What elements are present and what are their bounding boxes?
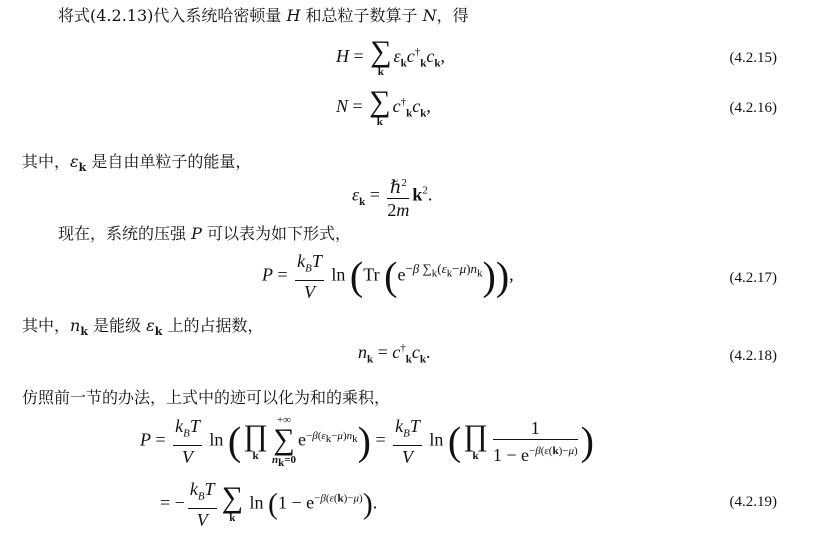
eq-number-15: (4.2.15)	[729, 50, 777, 66]
para-energy: 其中，$\varepsilon_k$ 是自由单粒子的能量，	[22, 152, 252, 175]
equation-hamiltonian: H = ∑ k $\varepsilon_kc^\dagger_kc_k$,	[336, 35, 446, 78]
para-trace: 仿照前一节的办法，上式中的迹可以化为和的乘积，	[22, 388, 391, 407]
equation-number-operator: N = ∑ k $c^\dagger_kc_k$,	[336, 85, 431, 128]
eq-number-16: (4.2.16)	[729, 100, 777, 116]
equation-pressure: P = $\frac{k_BT}{V}$ ln (Tr $(e^{-\beta \sum_k(\varepsilon_k-\mu)n_k})$),	[262, 251, 514, 302]
para-occupation: 其中，$n_k$ 是能级 $\varepsilon_k$ 上的占据数，	[22, 316, 264, 339]
equation-energy: $\varepsilon_k$ = $\frac{\hbar^2}{2m}$ $k^2$.	[352, 172, 432, 221]
equation-pressure-product: P = $\frac{k_BT}{V}$ ln ( ∏ k +∞ ∑ $n_k=0$ $e^{-\beta(\varepsilon_k-\mu)n_k}$) = $\frac{k_BT}{V}$ ln ( ∏ k $\frac{1}{1 - e^{-\beta(\varepsilon(k)-\mu)}}$ )	[140, 414, 594, 470]
equation-occupation: $n_k = c^\dagger_kc_k$.	[358, 342, 431, 366]
eq-number-19: (4.2.19)	[729, 494, 777, 510]
para-pressure: 现在，系统的压强 P 可以表为如下形式，	[58, 224, 351, 243]
para-intro: 将式(4.2.13)代入系统哈密顿量 H 和总粒子数算子 N，得	[58, 6, 469, 25]
equation-pressure-sum: = − $\frac{k_BT}{V}$ ∑ k $\ln (1 - e^{-\beta(\varepsilon(k)-\mu)})$.	[160, 479, 378, 530]
eq-number-18: (4.2.18)	[729, 348, 777, 364]
eq-number-17: (4.2.17)	[729, 270, 777, 286]
